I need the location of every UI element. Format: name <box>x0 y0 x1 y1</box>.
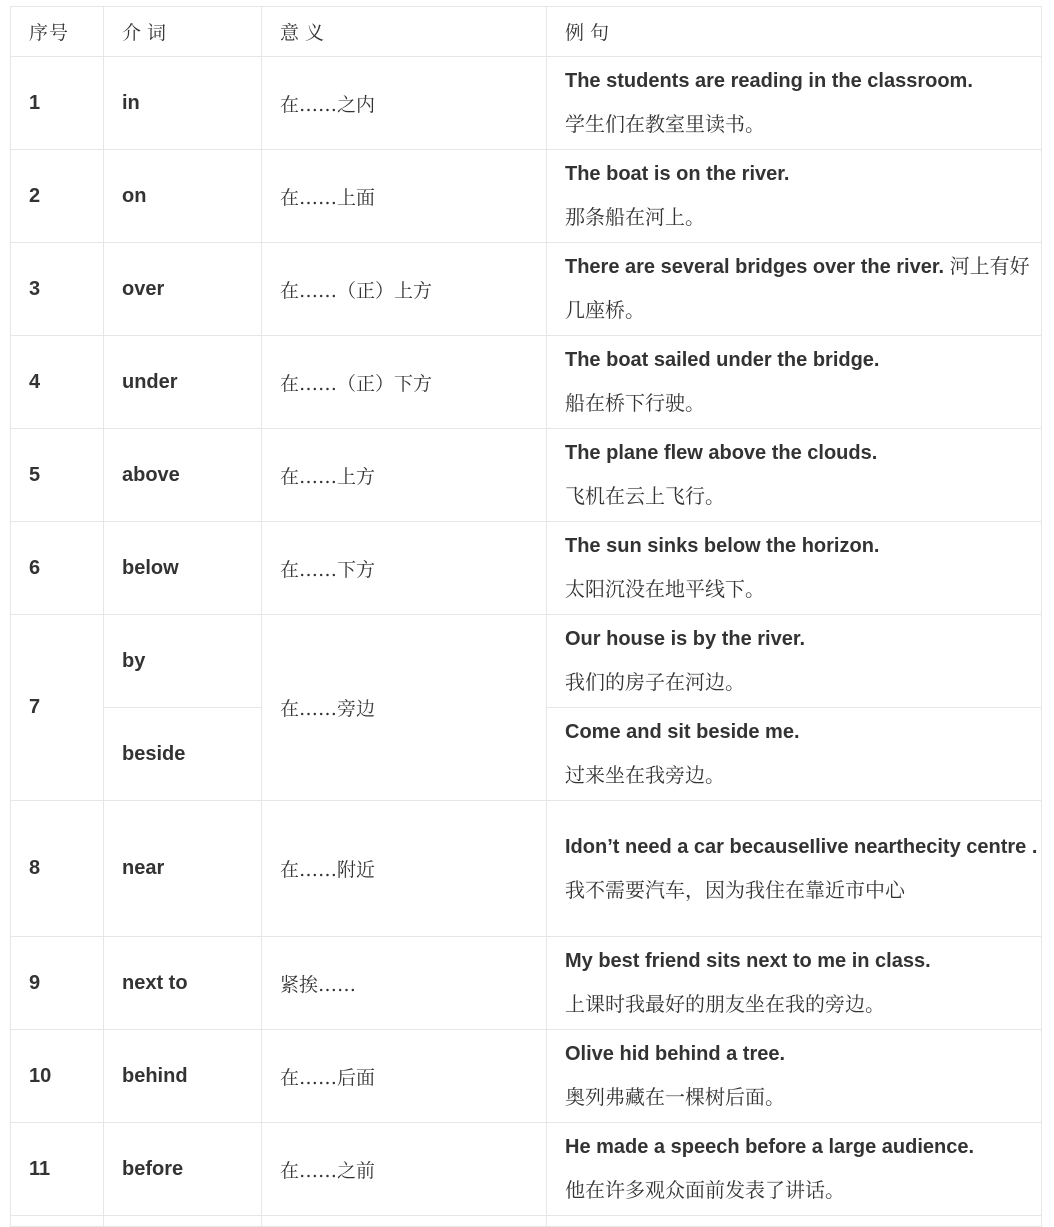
meaning: 在……上面 <box>262 150 547 243</box>
example-cell <box>547 1030 1042 1123</box>
example-cell <box>547 336 1042 429</box>
example-chinese: 上课时我最好的朋友坐在我的旁边。 <box>565 992 885 1016</box>
example-english: The boat sailed under the bridge. <box>565 349 880 371</box>
preposition: over <box>104 243 262 336</box>
row-number: 6 <box>11 522 104 615</box>
example-chinese: 太阳沉没在地平线下。 <box>565 577 765 601</box>
meaning: 在……附近 <box>262 801 547 937</box>
preposition: on <box>104 150 262 243</box>
example-cell <box>547 1123 1042 1216</box>
example-cell <box>547 429 1042 522</box>
preposition: near <box>104 801 262 937</box>
row-number: 1 <box>11 57 104 150</box>
header-meaning: 意义 <box>262 7 547 57</box>
meaning: 在……旁边 <box>262 615 547 801</box>
meaning: 紧挨…… <box>262 937 547 1030</box>
table-header-row <box>11 7 1042 57</box>
example-english: Come and sit beside me. <box>565 721 800 743</box>
example-english: My best friend sits next to me in class. <box>565 950 931 972</box>
preposition: under <box>104 336 262 429</box>
preposition: below <box>104 522 262 615</box>
table-row <box>11 801 1042 937</box>
row-number: 5 <box>11 429 104 522</box>
header-preposition: 介词 <box>104 7 262 57</box>
example-cell <box>547 57 1042 150</box>
row-number: 4 <box>11 336 104 429</box>
meaning: 在……后面 <box>262 1030 547 1123</box>
row-number: 8 <box>11 801 104 937</box>
example-cell <box>547 801 1042 937</box>
table-row <box>11 336 1042 429</box>
example-english: Idon’t need a car becauseIlive nearthecity centre . <box>565 835 1038 858</box>
meaning: 在……上方 <box>262 429 547 522</box>
preposition-table <box>10 6 1042 1227</box>
row-number: 11 <box>11 1123 104 1216</box>
meaning: 在……下方 <box>262 522 547 615</box>
row-number: 3 <box>11 243 104 336</box>
example-cell <box>547 708 1042 801</box>
preposition: behind <box>104 1030 262 1123</box>
example-english: The students are reading in the classroom. <box>565 70 973 92</box>
example-cell <box>547 937 1042 1030</box>
header-number: 序号 <box>11 7 104 57</box>
example-chinese: 学生们在教室里读书。 <box>565 112 765 136</box>
example-english: Our house is by the river. <box>565 628 806 650</box>
preposition: before <box>104 1123 262 1216</box>
example-cell <box>547 243 1042 336</box>
table-row <box>11 937 1042 1030</box>
meaning: 在……之前 <box>262 1123 547 1216</box>
table-row <box>11 57 1042 150</box>
table-row <box>11 150 1042 243</box>
example-chinese: 我不需要汽车，因为我住在靠近市中心 <box>565 877 905 902</box>
table-row <box>11 429 1042 522</box>
preposition: beside <box>104 708 262 801</box>
table-row <box>11 522 1042 615</box>
preposition: in <box>104 57 262 150</box>
example-english: There are several bridges over the river. <box>565 256 945 278</box>
example-chinese: 他在许多观众面前发表了讲话。 <box>565 1178 845 1202</box>
meaning: 在……之内 <box>262 57 547 150</box>
row-number: 2 <box>11 150 104 243</box>
example-english: Olive hid behind a tree. <box>565 1043 786 1065</box>
row-number: 9 <box>11 937 104 1030</box>
example-chinese: 船在桥下行驶。 <box>565 391 705 415</box>
row-number: 10 <box>11 1030 104 1123</box>
meaning: 在……（正）上方 <box>262 243 547 336</box>
table-row <box>11 1123 1042 1216</box>
example-cell <box>547 615 1042 708</box>
example-chinese: 飞机在云上飞行。 <box>565 484 725 508</box>
example-english: He made a speech before a large audience. <box>565 1136 975 1158</box>
meaning: 在……（正）下方 <box>262 336 547 429</box>
row-number: 7 <box>11 615 104 801</box>
example-english: The plane flew above the clouds. <box>565 442 878 464</box>
example-chinese: 那条船在河上。 <box>565 205 705 229</box>
example-chinese: 奥列弗藏在一棵树后面。 <box>565 1085 785 1109</box>
example-chinese: 过来坐在我旁边。 <box>565 763 725 787</box>
preposition: next to <box>104 937 262 1030</box>
example-english: The sun sinks below the horizon. <box>565 535 880 557</box>
example-chinese: 河上有好几座桥。 <box>565 254 1030 322</box>
example-chinese: 我们的房子在河边。 <box>565 670 745 694</box>
table-row <box>11 243 1042 336</box>
example-english: The boat is on the river. <box>565 163 790 185</box>
header-example: 例句 <box>547 7 1042 57</box>
table-row <box>11 1030 1042 1123</box>
example-cell <box>547 522 1042 615</box>
table-row <box>11 615 1042 708</box>
preposition: above <box>104 429 262 522</box>
preposition: by <box>104 615 262 708</box>
example-cell <box>547 150 1042 243</box>
